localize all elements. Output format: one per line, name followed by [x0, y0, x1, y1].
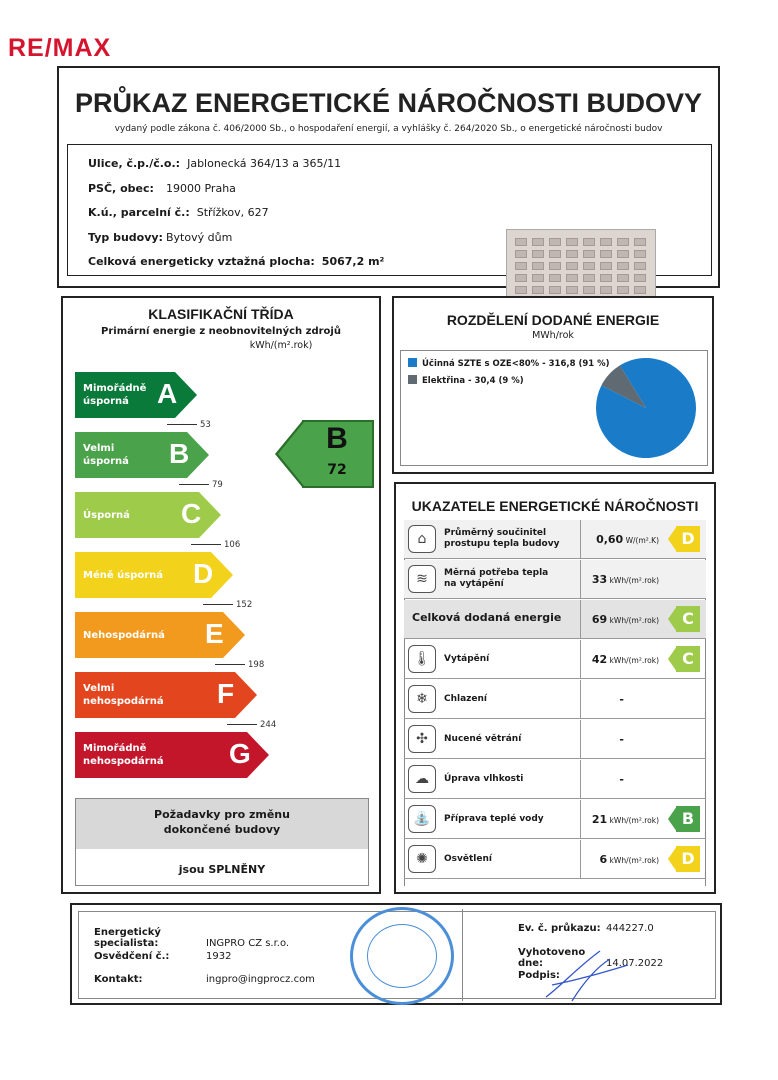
energy-pie-chart: [594, 356, 698, 460]
footer-box: [70, 903, 722, 1005]
indicator-row: [404, 800, 706, 839]
indicator-value: -: [619, 693, 624, 706]
heat-waves-icon: ≋: [408, 565, 436, 593]
indicator-row: [404, 720, 706, 759]
result-value: 72: [327, 462, 347, 478]
class-threshold: 53: [167, 420, 211, 430]
indicator-name: Nucené větrání: [444, 734, 522, 744]
cert-value: 1932: [206, 951, 232, 962]
classification-title: KLASIFIKAČNÍ TŘÍDA: [148, 306, 294, 322]
legend-item-szte: Účinná SZTE s OZE<80% - 316,8 (91 %): [408, 358, 610, 369]
street-label: Ulice, č.p./č.o.:: [88, 157, 181, 170]
class-threshold: 79: [179, 480, 223, 490]
page-title: PRŮKAZ ENERGETICKÉ NÁROČNOSTI BUDOVY: [74, 88, 703, 118]
sign-label: Podpis:: [518, 970, 560, 981]
result-letter: B: [326, 422, 348, 455]
class-arrow-g: [75, 732, 269, 778]
indicator-name: Celková dodaná energie: [412, 611, 562, 624]
indicator-value: 6 kWh/(m².rok): [599, 853, 659, 866]
cert-label: Osvědčení č.:: [94, 951, 170, 962]
indicator-row: [404, 560, 706, 599]
class-badge: C: [668, 646, 700, 672]
indicator-value: -: [619, 733, 624, 746]
area-label: Celková energeticky vztažná plocha:: [88, 255, 315, 268]
ku-label: K.ú., parcelní č.:: [88, 206, 190, 219]
class-arrow-d: [75, 552, 233, 598]
indicator-value: 42 kWh/(m².rok): [591, 653, 659, 666]
contact-label: Kontakt:: [94, 974, 143, 985]
lightbulb-icon: ✺: [408, 845, 436, 873]
ku-value: Střížkov, 627: [196, 206, 269, 219]
signature: [542, 945, 632, 1003]
thermometer-icon: 🌡: [408, 645, 436, 673]
indicator-row: [404, 520, 706, 559]
class-name: Velmi nehospodárná: [83, 683, 164, 707]
class-letter: G: [229, 738, 251, 769]
class-badge: D: [668, 846, 700, 872]
class-threshold: 244: [227, 720, 276, 730]
cooling-icon: ❄: [408, 685, 436, 713]
indicator-value: 21 kWh/(m².rok): [591, 813, 659, 826]
indicator-value: -: [619, 773, 624, 786]
class-arrow-b: [75, 432, 209, 478]
class-letter: E: [205, 618, 224, 649]
indicators-box: [394, 482, 716, 894]
class-arrow-c: [75, 492, 221, 538]
class-threshold: 152: [203, 600, 252, 610]
class-badge: B: [668, 806, 700, 832]
indicator-row: [404, 640, 706, 679]
indicator-name: Chlazení: [444, 694, 488, 704]
class-letter: D: [193, 558, 214, 589]
class-threshold: 198: [215, 660, 264, 670]
indicator-row: [404, 680, 706, 719]
contact-value: ingpro@ingprocz.com: [206, 974, 315, 985]
indicator-row: [404, 760, 706, 799]
indicator-name: Příprava teplé vody: [444, 814, 544, 824]
classification-subtitle: Primární energie z neobnovitelných zdrojů: [101, 326, 341, 337]
classification-box: [61, 296, 381, 894]
indicator-name: Osvětlení: [444, 854, 492, 864]
official-stamp: [350, 907, 454, 1005]
class-letter: F: [217, 678, 235, 709]
class-name: Mimořádně nehospodárná: [83, 743, 164, 767]
ev-value: 444227.0: [606, 923, 654, 934]
area-value: 5067,2 m²: [321, 255, 385, 268]
indicator-name: Měrná potřeba tepla na vytápění: [444, 568, 549, 589]
indicator-value: 0,60 W/(m².K): [596, 533, 659, 546]
indicator-name: Úprava vlhkosti: [444, 774, 524, 784]
indicator-row: [404, 840, 706, 879]
class-letter: B: [169, 438, 190, 469]
requirements-result: jsou SPLNĚNY: [178, 863, 266, 876]
class-arrow-a: [75, 372, 197, 418]
requirements-title: Požadavky pro změnu dokončené budovy: [154, 808, 290, 836]
result-arrow: [275, 420, 375, 488]
page-subtitle: vydaný podle zákona č. 406/2000 Sb., o hospodaření energií, a vyhlášky č. 264/2020 Sb., o energetické náročnosti budov: [114, 124, 663, 134]
header-box: [57, 66, 720, 288]
date-value: 14.07.2022: [606, 958, 664, 969]
class-letter: C: [181, 498, 202, 529]
specialist-value: INGPRO CZ s.r.o.: [206, 938, 290, 949]
class-arrow-e: [75, 612, 245, 658]
class-badge: C: [668, 606, 700, 632]
building-info-box: [67, 144, 712, 276]
class-name: Úsporná: [83, 510, 130, 521]
type-label: Typ budovy:: [88, 231, 163, 244]
indicator-name: Průměrný součinitel prostupu tepla budovy: [444, 528, 560, 549]
humidity-icon: ☁: [408, 765, 436, 793]
indicator-name: Vytápění: [444, 654, 490, 664]
class-name: Méně úsporná: [83, 570, 164, 581]
remax-logo: RE/MAX: [8, 34, 112, 62]
psc-label: PSČ, obec:: [88, 182, 154, 195]
date-label: Vyhotoveno dne:: [518, 947, 586, 969]
legend-item-elektrina: Elektřina - 30,4 (9 %): [408, 375, 610, 386]
ev-label: Ev. č. průkazu:: [518, 923, 601, 934]
indicator-value: 69 kWh/(m².rok): [591, 613, 659, 626]
class-threshold: 106: [191, 540, 240, 550]
distribution-unit: MWh/rok: [532, 330, 574, 341]
faucet-icon: ⛲: [408, 805, 436, 833]
fan-icon: ✣: [408, 725, 436, 753]
indicator-row: [404, 600, 706, 639]
psc-value: 19000 Praha: [166, 182, 236, 195]
class-name: Mimořádně úsporná: [83, 383, 147, 407]
class-name: Velmi úsporná: [83, 443, 129, 467]
requirements-box: [75, 798, 369, 886]
indicators-title: UKAZATELE ENERGETICKÉ NÁROČNOSTI: [411, 498, 699, 514]
class-letter: A: [157, 378, 178, 409]
specialist-label: Energetický specialista:: [94, 927, 161, 949]
class-badge: D: [668, 526, 700, 552]
street-value: Jablonecká 364/13 a 365/11: [187, 157, 342, 170]
class-name: Nehospodárná: [83, 630, 165, 641]
indicator-value: 33 kWh/(m².rok): [591, 573, 659, 586]
house-icon: ⌂: [408, 525, 436, 553]
distribution-box: [392, 296, 714, 474]
distribution-title: ROZDĚLENÍ DODANÉ ENERGIE: [446, 312, 660, 328]
classification-unit: kWh/(m².rok): [249, 340, 313, 351]
type-value: Bytový dům: [166, 231, 233, 244]
class-arrow-f: [75, 672, 257, 718]
